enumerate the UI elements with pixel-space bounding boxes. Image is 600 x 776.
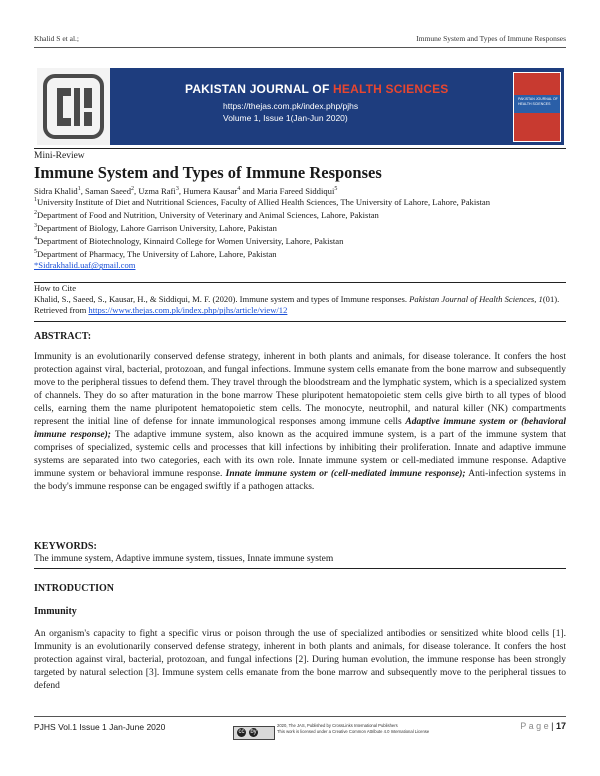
header-rule <box>34 47 566 48</box>
license-text: 2020, The JAS, Published by CrossLinks International Publishers This work is licensed under a Creative Common Attribute 4.0 International License <box>277 723 430 734</box>
running-header-title: Immune System and Types of Immune Responses <box>416 34 566 43</box>
journal-name: PAKISTAN JOURNAL OF HEALTH SCIENCES <box>185 82 449 96</box>
by-icon: by <box>250 729 257 735</box>
author: Maria Fareed Siddiqui <box>257 185 335 196</box>
cite-label: How to Cite <box>34 283 77 293</box>
affiliation: $^2$Department of Food and Nutrition, University of Veterinary and Animal Sciences, Lahore, Pakistan <box>34 209 379 220</box>
journal-volume: Volume 1, Issue 1(Jan-Jun 2020) <box>223 113 348 123</box>
affiliation: $^5$Department of Pharmacy, The University of Lahore, Lahore, Pakistan <box>34 249 277 260</box>
cc-by-license-badge[interactable] <box>233 726 275 740</box>
abstract-heading: ABSTRACT: <box>34 331 92 342</box>
page-number: P a g e | 17 <box>520 721 566 731</box>
journal-url[interactable]: https://thejas.com.pk/index.php/pjhs <box>223 101 359 111</box>
cc-icon: cc <box>238 729 245 735</box>
section-label: Mini-Review <box>34 151 85 161</box>
abstract-rule <box>34 321 566 322</box>
author: Sidra Khalid <box>34 185 78 196</box>
abstract-text: Immunity is an evolutionarily conserved defense strategy, inherent in both plants and animals, for disease tolerance. It confers the host protection against viral, bacterial, protozoan, and fungal infections. Immune system cells emanate from the bone marrow and subsequently move to the peripheral tissues to defend them. They travel through the bloodstream and the lymphatic system, which is a specialized system of channels. They do so after maturation in the bone marrow These pluripotent hematopoietic stem cells give birth to all types of blood cells, earning them the name pluripotent hematopoietic stem cells. The monocyte, neutrophil, and natural killer (NK) compartments represent the initial line of defense for innate immunological responses among immune cells Adaptive immune system or (behavioral immune response); The adaptive immune system, also known as the acquired immune system, is a part of the immune system that comprises of specialized, systemic cells and processes that kill infections by inhibiting their proliferation. Innate and adaptive immune systems are separated into two categories, each with its own role. Innate immune system or cell-mediated immune response. Adaptive immune system or behavioral immune response. Innate immune system or (cell-mediated immune response); Anti-infection systems in the body's immune response can be engaged swiftly if a pathogen attacks. <box>34 352 566 492</box>
cite-text: Khalid, S., Saeed, S., Kausar, H., & Siddiqui, M. F. (2020). Immune system and types of Immune responses. Pakistan Journal of Health Sciences, 1(01). Retrieved from https://www.thejas.com.pk/index.php/pjhs/article/view/12 <box>34 294 560 316</box>
introduction-heading: INTRODUCTION <box>34 583 115 594</box>
article-title: Immune System and Types of Immune Responses <box>34 163 382 182</box>
running-header-authors: Khalid S et al.; <box>34 34 79 43</box>
banner-rule <box>34 148 566 149</box>
clip-logo <box>37 68 110 145</box>
journal-banner <box>37 68 564 145</box>
journal-cover-thumbnail <box>513 72 561 142</box>
cover-text: PAKISTAN JOURNAL OF HEALTH SCIENCES <box>518 97 558 106</box>
how-to-cite <box>34 283 566 317</box>
clip-logo-icon <box>37 68 110 145</box>
affiliation: $^1$University Institute of Diet and Nutritional Sciences, Faculty of Allied Health Sciences, The University of Lahore, Lahore, Pakistan <box>34 196 491 207</box>
author-list: Sidra Khalid$^1$, Saman Saeed$^2$, Uzma Rafi$^3$, Humera Kausar$^4$ and Maria Fareed Siddiqui$^5$ <box>34 185 338 196</box>
keywords-rule <box>34 568 566 569</box>
affiliation: $^4$Department of Biotechnology, Kinnaird College for Women University, Lahore, Pakistan <box>34 236 344 247</box>
affiliation-list <box>34 195 566 272</box>
footer-rule <box>34 716 566 717</box>
footer-journal-issue: PJHS Vol.1 Issue 1 Jan-June 2020 <box>34 722 166 732</box>
author: Saman Saeed <box>84 185 132 196</box>
article-url-link[interactable]: https://www.thejas.com.pk/index.php/pjhs/article/view/12 <box>88 305 288 316</box>
author: Uzma Rafi <box>138 185 176 196</box>
keywords-heading: KEYWORDS: <box>34 541 97 552</box>
immunity-subheading: Immunity <box>34 606 77 617</box>
affiliation: $^3$Department of Biology, Lahore Garrison University, Lahore, Pakistan <box>34 222 277 233</box>
author: Humera Kausar <box>183 185 238 196</box>
introduction-text: An organism's capacity to fight a specific virus or poison through the use of specialized antibodies or sensitized white blood cells [1]. Immunity is an evolutionarily conserved defense strategy, inherent in both plants and animals, for disease tolerance. It confers the host protection against viral, bacterial, protozoan, and fungal infections [2]. During human evolution, the immune response has been strongly targeted by natural selection [3]. Immune system cells emanate from the bone marrow and subsequently move to the peripheral tissues to defend <box>34 629 566 691</box>
corresponding-email-link[interactable]: *Sidrakhalid.uaf@gmail.com <box>34 260 136 271</box>
keywords-text: The immune system, Adaptive immune system, tissues, Innate immune system <box>34 554 334 564</box>
